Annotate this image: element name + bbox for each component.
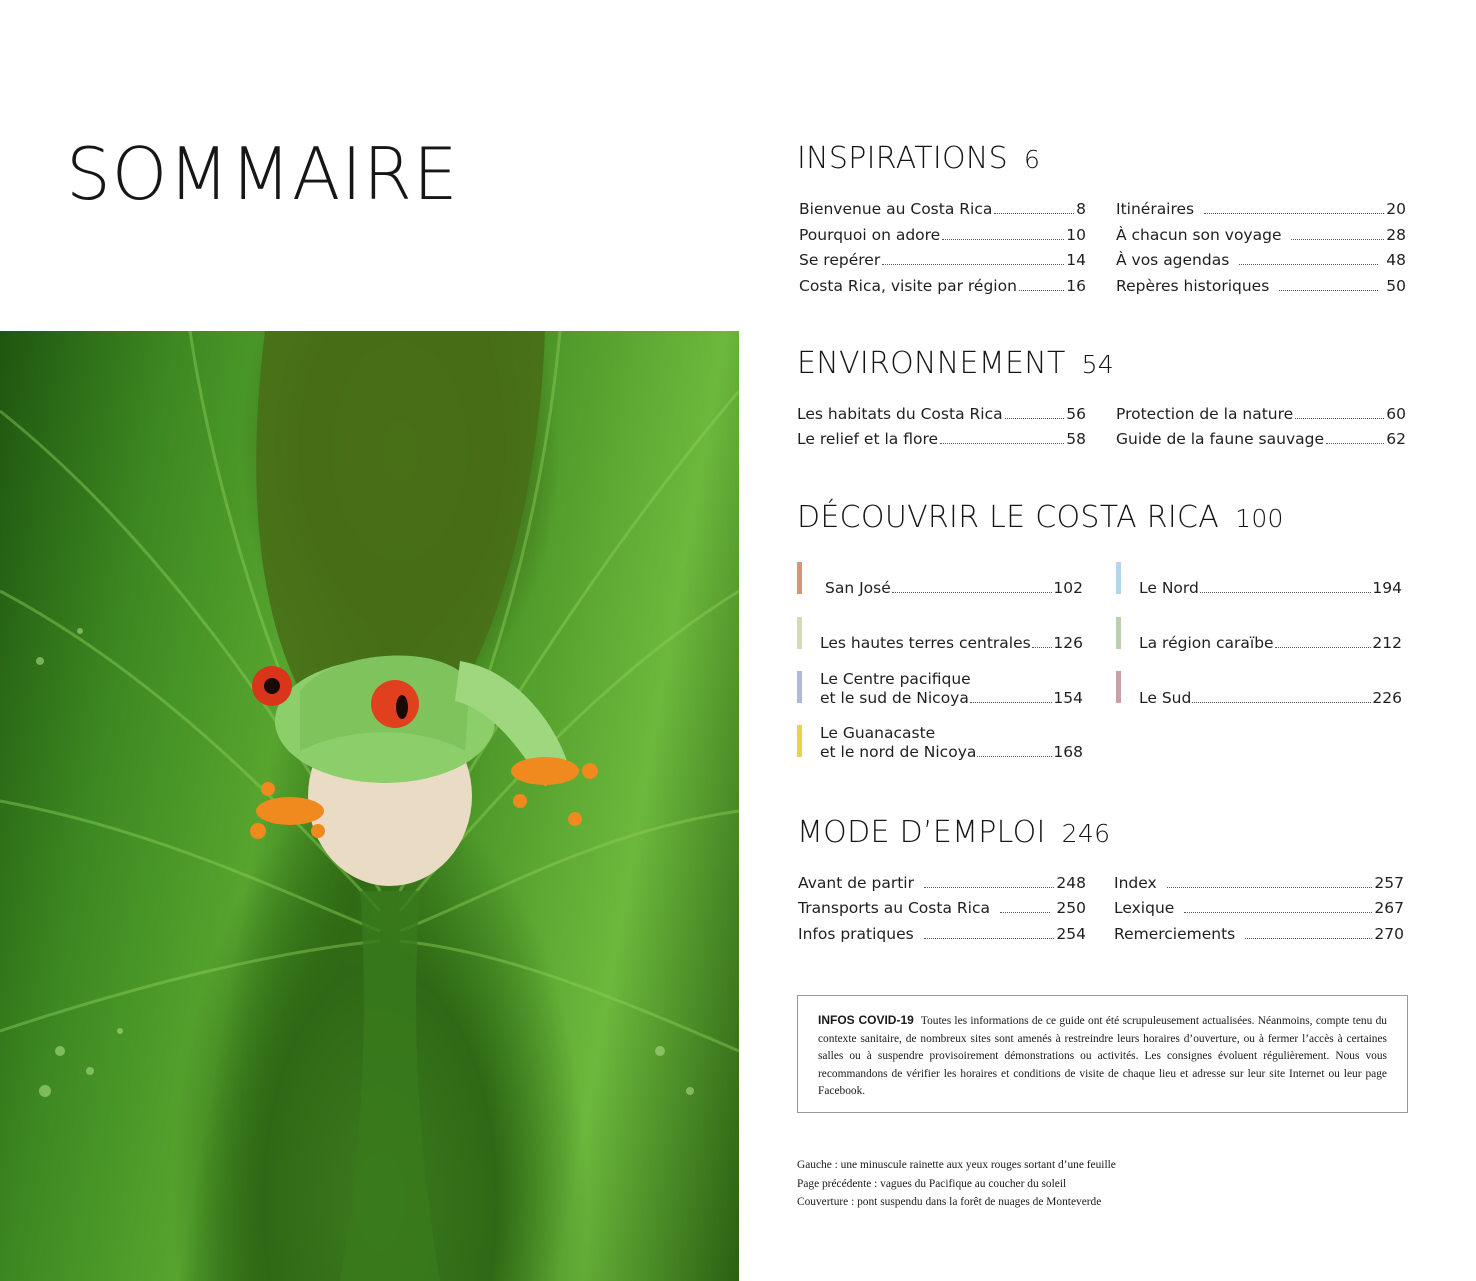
dot-leader xyxy=(1184,912,1372,913)
entry-page: 20 xyxy=(1386,200,1406,218)
region-label: San José xyxy=(825,579,891,597)
section-heading xyxy=(797,500,1284,535)
region-label: Les hautes terres centrales xyxy=(820,634,1031,652)
dot-leader xyxy=(1245,938,1372,939)
toc-entry[interactable] xyxy=(1116,200,1406,218)
region-text xyxy=(820,724,1083,762)
entry-label: Bienvenue au Costa Rica xyxy=(799,200,993,218)
toc-entry[interactable] xyxy=(799,200,1086,218)
dot-leader xyxy=(1005,418,1065,419)
region-entry-caraibe[interactable] xyxy=(1116,617,1402,653)
entry-label: À vos agendas xyxy=(1116,251,1230,269)
dot-leader xyxy=(892,592,1053,593)
dot-leader xyxy=(1295,418,1384,419)
region-entry-hautes-terres[interactable] xyxy=(797,617,1083,653)
entry-label: À chacun son voyage xyxy=(1116,226,1282,244)
region-text xyxy=(1139,634,1402,653)
dot-leader xyxy=(1291,239,1384,240)
entry-page: 16 xyxy=(1066,277,1086,295)
toc-entry[interactable] xyxy=(798,899,1086,917)
toc-entry[interactable] xyxy=(1114,925,1404,943)
entry-label: Les habitats du Costa Rica xyxy=(797,405,1003,423)
frog-photo xyxy=(0,331,739,1281)
toc-entry[interactable] xyxy=(797,430,1086,448)
dot-leader xyxy=(977,756,1052,757)
region-text xyxy=(820,634,1083,653)
toc-entry[interactable] xyxy=(1114,874,1404,892)
dot-leader xyxy=(1326,443,1384,444)
entry-label: Infos pratiques xyxy=(798,925,914,943)
entry-label: Transports au Costa Rica xyxy=(798,899,990,917)
dot-leader xyxy=(1275,647,1372,648)
section-heading xyxy=(797,141,1040,176)
section-page: 54 xyxy=(1081,350,1114,379)
entry-page: 267 xyxy=(1374,899,1404,917)
entry-page: 62 xyxy=(1386,430,1406,448)
region-color-bar xyxy=(797,562,802,594)
region-page: 154 xyxy=(1053,689,1083,707)
entry-label: Lexique xyxy=(1114,899,1175,917)
entry-page: 50 xyxy=(1386,277,1406,295)
region-text xyxy=(820,670,1083,708)
entry-page: 254 xyxy=(1056,925,1086,943)
section-title: INSPIRATIONS xyxy=(797,141,1008,176)
entry-page: 250 xyxy=(1056,899,1086,917)
section-page: 100 xyxy=(1235,504,1284,533)
toc-entry[interactable] xyxy=(797,405,1086,423)
region-entry-le-nord[interactable] xyxy=(1116,562,1402,598)
toc-entry[interactable] xyxy=(1116,277,1406,295)
region-color-bar xyxy=(1116,617,1121,649)
entry-page: 60 xyxy=(1386,405,1406,423)
photo-captions xyxy=(797,1156,1116,1212)
caption-cover: Couverture : pont suspendu dans la forêt de nuages de Monteverde xyxy=(797,1196,1102,1208)
dot-leader xyxy=(940,443,1064,444)
dot-leader xyxy=(994,213,1074,214)
entry-page: 270 xyxy=(1374,925,1404,943)
dot-leader xyxy=(1200,592,1372,593)
frog-leaf-illustration xyxy=(0,331,739,1281)
entry-label: Se repérer xyxy=(799,251,881,269)
entry-page: 28 xyxy=(1386,226,1406,244)
region-text xyxy=(1139,689,1402,708)
toc-entry[interactable] xyxy=(1116,251,1406,269)
covid-text: Toutes les informations de ce guide ont été scrupuleusement actualisées. Néanmoins, compte tenu du contexte sanitaire, de nombreux sites sont amenés à restreindre leurs horaires d’ouverture, ou à fermer l’accès à certaines salles ou à suspendre provisoirement démonstrations ou activités. Les consignes évoluent régulièrement. Nous vous recommandons de vérifier les horaires et conditions de visite de chaque lieu et adresse sur leur site Internet ou leur page Facebook. xyxy=(818,1015,1387,1098)
region-color-bar xyxy=(1116,671,1121,703)
dot-leader xyxy=(924,938,1055,939)
region-page: 168 xyxy=(1053,743,1083,761)
toc-entry[interactable] xyxy=(799,251,1086,269)
entry-page: 248 xyxy=(1056,874,1086,892)
dot-leader xyxy=(1000,912,1050,913)
page-title: SOMMAIRE xyxy=(66,132,459,216)
region-color-bar xyxy=(797,725,802,757)
section-page: 6 xyxy=(1023,145,1041,174)
entry-label: Repères historiques xyxy=(1116,277,1270,295)
covid-lead: INFOS COVID-19 xyxy=(818,1013,914,1027)
toc-entry[interactable] xyxy=(1114,899,1404,917)
entry-page: 48 xyxy=(1386,251,1406,269)
region-label: et le sud de Nicoya xyxy=(820,689,969,707)
region-color-bar xyxy=(797,617,802,649)
entry-page: 8 xyxy=(1076,200,1086,218)
toc-entry[interactable] xyxy=(1116,226,1406,244)
dot-leader xyxy=(1032,647,1053,648)
caption-previous-page: Page précédente : vagues du Pacifique au coucher du soleil xyxy=(797,1177,1067,1190)
toc-entry[interactable] xyxy=(1116,405,1406,423)
toc-entry[interactable] xyxy=(798,874,1086,892)
entry-label: Protection de la nature xyxy=(1116,405,1294,423)
region-label: Le Nord xyxy=(1139,579,1199,597)
toc-entry[interactable] xyxy=(1116,430,1406,448)
covid-info-box xyxy=(797,995,1408,1113)
region-label-line1: Le Centre pacifique xyxy=(820,670,971,688)
region-page: 126 xyxy=(1053,634,1083,652)
entry-page: 56 xyxy=(1066,405,1086,423)
entry-label: Costa Rica, visite par région xyxy=(799,277,1017,295)
dot-leader xyxy=(942,239,1064,240)
caption-left-photo: Gauche : une minuscule rainette aux yeux rouges sortant d’une feuille xyxy=(797,1159,1116,1171)
section-heading xyxy=(797,815,1110,850)
region-entry-san-jose[interactable] xyxy=(797,562,1083,598)
region-label: et le nord de Nicoya xyxy=(820,743,977,761)
entry-label: Itinéraires xyxy=(1116,200,1195,218)
entry-label: Guide de la faune sauvage xyxy=(1116,430,1324,448)
region-color-bar xyxy=(1116,562,1121,594)
entry-page: 257 xyxy=(1374,874,1404,892)
entry-page: 14 xyxy=(1066,251,1086,269)
dot-leader xyxy=(970,702,1053,703)
entry-label: Index xyxy=(1114,874,1157,892)
toc-entry[interactable] xyxy=(799,226,1086,244)
section-heading xyxy=(797,346,1114,381)
region-page: 102 xyxy=(1053,579,1083,597)
entry-label: Remerciements xyxy=(1114,925,1236,943)
region-page: 194 xyxy=(1372,579,1402,597)
region-label: La région caraïbe xyxy=(1139,634,1274,652)
region-page: 212 xyxy=(1372,634,1402,652)
region-entry-guanacaste[interactable] xyxy=(797,725,1083,762)
entry-label: Pourquoi on adore xyxy=(799,226,941,244)
toc-entry[interactable] xyxy=(799,277,1086,295)
region-text xyxy=(825,579,1083,598)
region-text xyxy=(1139,579,1402,598)
dot-leader xyxy=(1019,290,1064,291)
dot-leader xyxy=(1279,290,1378,291)
entry-page: 58 xyxy=(1066,430,1086,448)
dot-leader xyxy=(1239,264,1378,265)
region-entry-le-sud[interactable] xyxy=(1116,671,1402,708)
region-page: 226 xyxy=(1372,689,1402,707)
dot-leader xyxy=(1167,887,1373,888)
toc-entry[interactable] xyxy=(798,925,1086,943)
dot-leader xyxy=(924,887,1054,888)
section-title: DÉCOUVRIR LE COSTA RICA xyxy=(797,500,1220,535)
section-title: ENVIRONNEMENT xyxy=(797,346,1066,381)
region-entry-centre-pacifique[interactable] xyxy=(797,671,1083,708)
region-label: Le Sud xyxy=(1139,689,1192,707)
entry-label: Le relief et la flore xyxy=(797,430,939,448)
section-page: 246 xyxy=(1061,819,1111,848)
dot-leader xyxy=(882,264,1064,265)
entry-page: 10 xyxy=(1066,226,1086,244)
dot-leader xyxy=(1192,702,1371,703)
region-color-bar xyxy=(797,671,802,703)
section-title: MODE D’EMPLOI xyxy=(797,815,1046,850)
region-label-line1: Le Guanacaste xyxy=(820,724,936,742)
entry-label: Avant de partir xyxy=(798,874,914,892)
dot-leader xyxy=(1204,213,1384,214)
